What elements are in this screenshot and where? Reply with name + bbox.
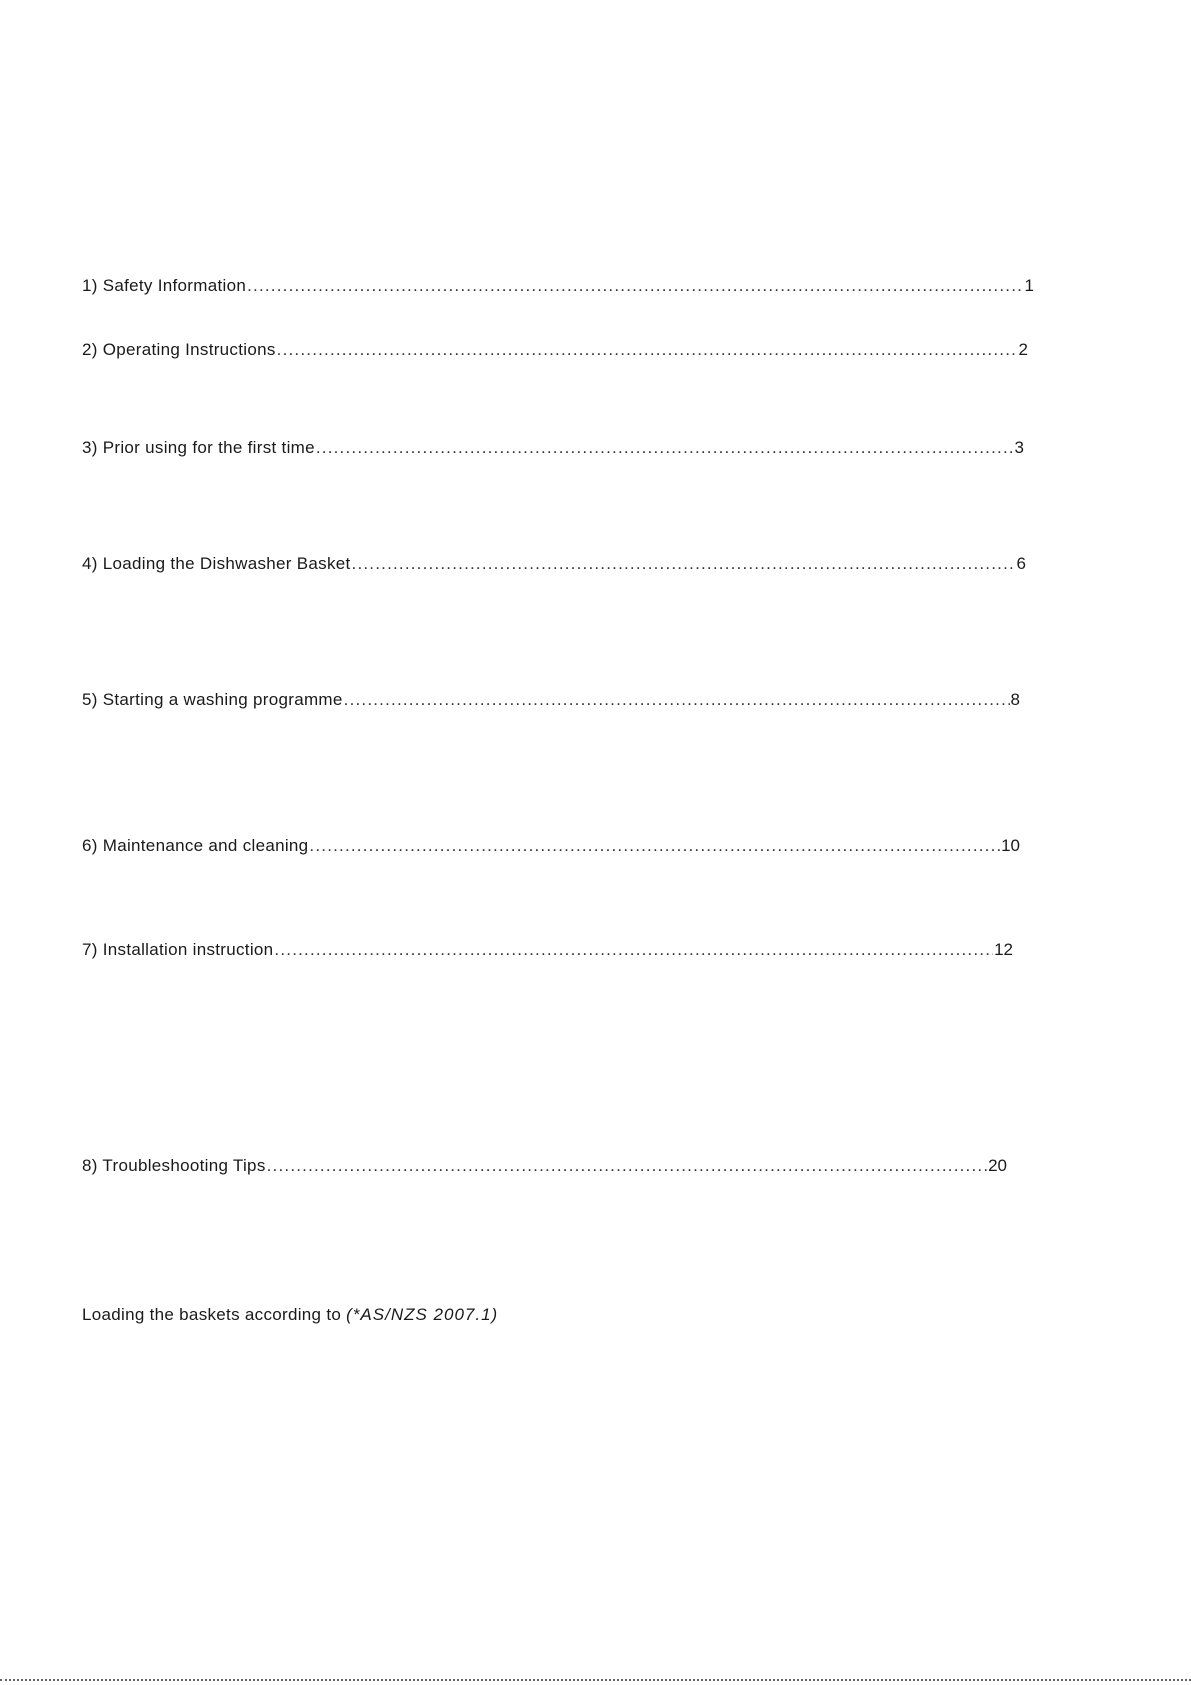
toc-entry [82, 688, 1020, 712]
toc-entry [82, 274, 1034, 298]
toc-dot-leader [276, 338, 1018, 362]
toc-entry-page: 20 [988, 1156, 1007, 1175]
toc-entry [82, 938, 1013, 962]
toc-dot-leader [273, 938, 993, 962]
toc-entry [82, 436, 1024, 460]
page-bottom-border [0, 1679, 1191, 1685]
toc-entry-title: 1) Safety Information [82, 276, 247, 295]
toc-entry-title: 6) Maintenance and cleaning [82, 836, 309, 855]
toc-entry-title: 7) Installation instruction [82, 940, 274, 959]
note-text: Loading the baskets according to [82, 1305, 347, 1324]
toc-entry-page: 8 [1010, 690, 1020, 709]
toc-entry-title: 8) Troubleshooting Tips [82, 1156, 266, 1175]
toc-dot-leader [266, 1154, 987, 1178]
toc-entry-page: 2 [1018, 340, 1028, 359]
toc-entry [82, 1154, 1007, 1178]
toc-entry-page: 10 [1001, 836, 1020, 855]
basket-loading-note [82, 1303, 498, 1327]
toc-entry-page: 12 [994, 940, 1013, 959]
toc-dot-leader [351, 552, 1016, 576]
toc-dot-leader [308, 834, 1000, 858]
toc-dot-leader [343, 688, 1010, 712]
toc-entry-title: 4) Loading the Dishwasher Basket [82, 554, 351, 573]
toc-entry-title: 3) Prior using for the first time [82, 438, 315, 457]
toc-entry [82, 552, 1026, 576]
toc-entry-title: 5) Starting a washing programme [82, 690, 343, 709]
toc-entry-page: 3 [1014, 438, 1024, 457]
standard-reference: (*AS/NZS 2007.1) [346, 1305, 499, 1324]
toc-entry-title: 2) Operating Instructions [82, 340, 276, 359]
toc-entry [82, 834, 1020, 858]
toc-dot-leader [315, 436, 1014, 460]
toc-entry [82, 338, 1028, 362]
toc-entry-page: 1 [1024, 276, 1034, 295]
toc-entry-page: 6 [1016, 554, 1026, 573]
toc-dot-leader [246, 274, 1023, 298]
